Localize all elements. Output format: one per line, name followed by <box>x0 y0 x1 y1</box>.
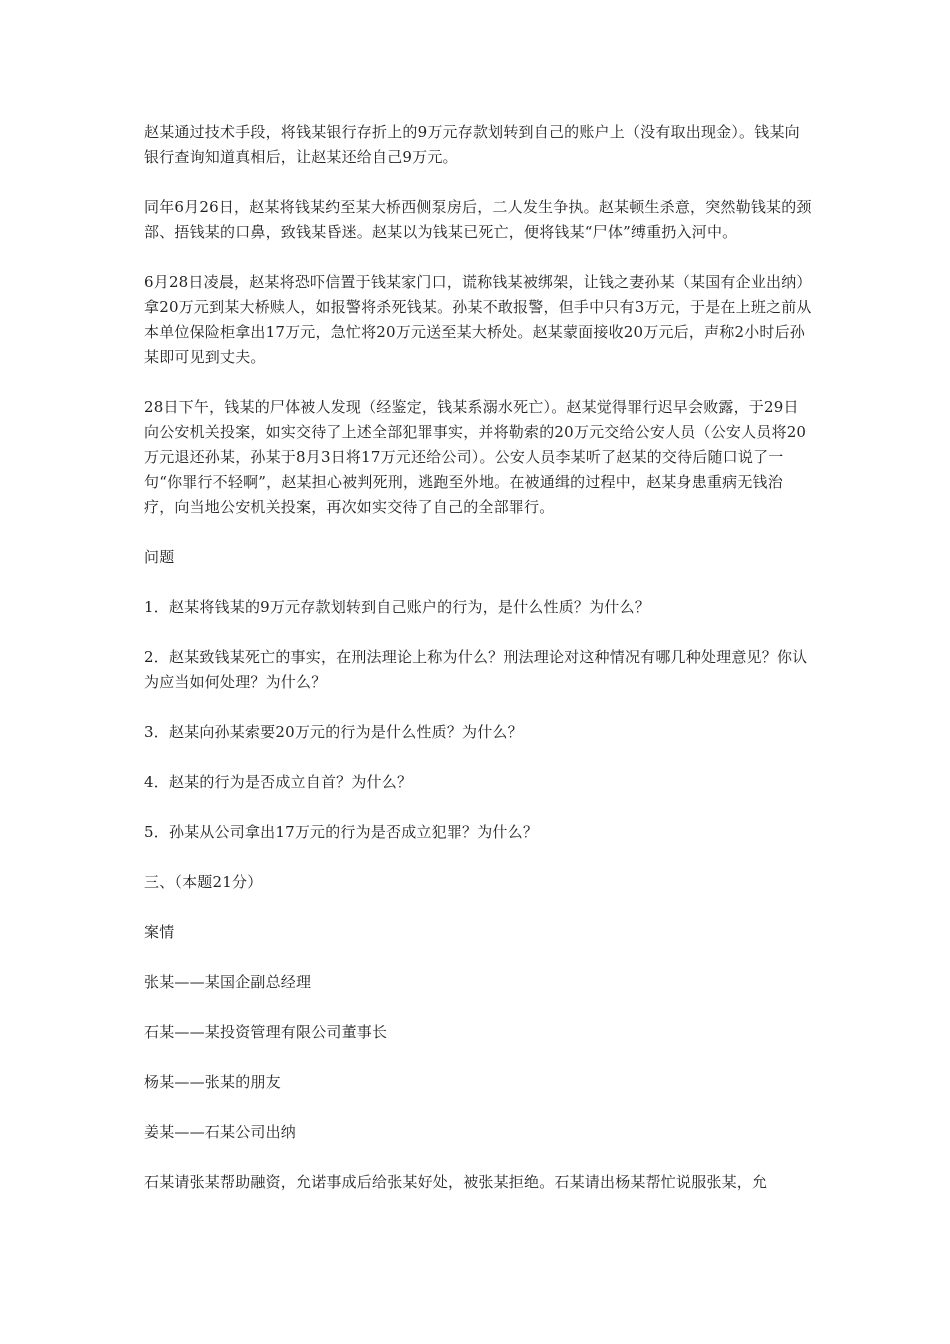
person-jiang: 姜某——石某公司出纳 <box>144 1123 297 1141</box>
question-5: 5．孙某从公司拿出17万元的行为是否成立犯罪？为什么？ <box>144 823 539 841</box>
paragraph-case-4: 28日下午，钱某的尸体被人发现（经鉴定，钱某系溺水死亡）。赵某觉得罪行迟早会败露，于29日向公安机关投案，如实交待了上述全部犯罪事实，并将勒索的20万元交给公安人员（公安人员将20万元退还孙某，孙某于8月3日将17万元还给公司）。公安人员李某听了赵某的交待后随口说了一句“你罪行不轻啊”，赵某担心被判死刑，逃跑至外地。在被通缉的过程中，赵某身患重病无钱治疗，向当地公安机关投案，再次如实交待了自己的全部罪行。 <box>144 398 807 516</box>
question-3: 3．赵某向孙某索要20万元的行为是什么性质？为什么？ <box>144 723 523 741</box>
question-4: 4．赵某的行为是否成立自首？为什么？ <box>144 773 413 791</box>
paragraph-case-2: 同年6月26日，赵某将钱某约至某大桥西侧泵房后，二人发生争执。赵某顿生杀意，突然勒钱某的颈部、捂钱某的口鼻，致钱某昏迷。赵某以为钱某已死亡，便将钱某“尸体”缚重扔入河中。 <box>144 198 812 241</box>
paragraph-case-5: 石某请张某帮助融资，允诺事成后给张某好处，被张某拒绝。石某请出杨某帮忙说服张某，允 <box>144 1173 768 1191</box>
paragraph-case-3: 6月28日凌晨，赵某将恐吓信置于钱某家门口，谎称钱某被绑架，让钱之妻孙某（某国有企业出纳）拿20万元到某大桥赎人，如报警将杀死钱某。孙某不敢报警，但手中只有3万元，于是在上班之前从本单位保险柜拿出17万元，急忙将20万元送至某大桥处。赵某蒙面接收20万元后，声称2小时后孙某即可见到丈夫。 <box>144 273 812 366</box>
question-2: 2．赵某致钱某死亡的事实，在刑法理论上称为什么？刑法理论对这种情况有哪几种处理意见？你认为应当如何处理？为什么？ <box>144 648 808 691</box>
section-heading-three: 三、（本题21分） <box>144 873 263 891</box>
document-page <box>144 120 812 1220</box>
section-heading-questions: 问题 <box>144 548 175 566</box>
paragraph-case-1: 赵某通过技术手段，将钱某银行存折上的9万元存款划转到自己的账户上（没有取出现金）。钱某向银行查询知道真相后，让赵某还给自己9万元。 <box>144 123 800 166</box>
person-shi: 石某——某投资管理有限公司董事长 <box>144 1023 388 1041</box>
person-zhang: 张某——某国企副总经理 <box>144 973 312 991</box>
person-yang: 杨某——张某的朋友 <box>144 1073 281 1091</box>
section-heading-case: 案情 <box>144 923 175 941</box>
question-1: 1．赵某将钱某的9万元存款划转到自己账户的行为，是什么性质？为什么？ <box>144 598 650 616</box>
